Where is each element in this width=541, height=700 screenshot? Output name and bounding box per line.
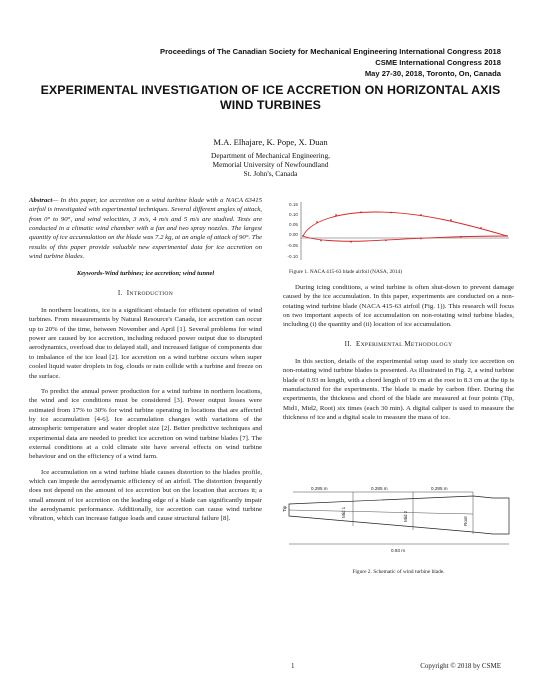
figure-1-caption: Figure 1. NACA 415-63 blade airfoil (NASA, 2014) [289,269,403,275]
affiliation-city: St. John's, Canada [243,169,298,178]
section-2-title-initial-2: M [404,339,411,348]
blade-schematic [283,486,514,554]
root-label: Root [463,516,468,526]
figure-1 [281,198,513,278]
tip-label: Tip [282,505,287,512]
mid2-label: Mid 2 [403,510,408,522]
right-column [283,283,514,428]
blade-outline [289,496,509,534]
intro-paragraph-2: To predict the annual power production for a wind turbine in northern locations, the wind and ice conditions must be considered [3]. Power output losses were estimated from 17% to 30% for wind turbine operating in locations that are affected by ice accumulation [4-6]. Ice accumulation changes with variations of the atmospheric temperature and water droplet size [2]. Better predictive techniques and experimental data are needed to predict ice accretion on wind turbine blades [7]. The external conditions at a cold climate site have several effects on wind turbine behaviour and on the efficiency of a wind farm. [29,387,262,461]
keywords: Keywords-Wind turbines; ice accretion; wind tunnel [76,270,215,278]
section-2-title-initial: E [355,339,361,348]
left-column [29,196,262,530]
congress-name: CSME International Congress 2018 [375,58,501,67]
page-number: 1 [291,662,295,670]
section-2-number: II. [344,339,352,348]
dim-label-3: 0.285 m [431,486,448,491]
abstract-text: — In this paper, ice accretion on a wind turbine blade with a NACA 63415 airfoil is investigated with experimental techniques. Several different angles of attack, from 0° to 90°, and wind velocities, 3 m/s, 4 m/s and 5 m/s are studied. Tests are conducted in a climatic wind chamber with a fan and two spray nozzles. The largest quantity of ice accumulation on the blade was 7.2 kg, at an angle of attack of 90°. The results of this paper provide valuable new experimental data for ice accretion on wind turbine blades. [29,197,262,261]
section-1-title-initial: I [126,288,130,297]
affiliation-university: Memorial University of Newfoundland [212,160,329,169]
dim-label-1: 0.285 m [311,486,328,491]
section-2-heading [283,340,514,350]
intro-paragraph-3: Ice accumulation on a wind turbine blade causes distortion to the blades profile, which can impede the aerodynamic efficiency of an airfoil. The distortion frequently does not depend on the amount of ice accretion but on the location that accrues it; a small amount of ice accretion on the leading edge of a blade can significantly impair the aerodynamic performance. Additionally, ice accretion can cause wind turbine vibration, which can increase fatigue loads and cause structural failure [8]. [29,468,262,523]
y-tick-label: -0.05 [287,243,298,248]
airfoil-lower-surface [303,236,507,241]
airfoil-upper-surface [303,212,507,236]
y-tick-label: -0.10 [287,254,298,259]
mid1-label: Mid 1 [341,506,346,518]
section-2-title-rest-2: ETHODOLOGY [410,341,453,348]
right-paragraph-1: During icing conditions, a wind turbine is often shut-down to prevent damage caused by the ice accumulation. In this paper, experiments are conducted on a non-rotating wind turbine blade (NACA 415-63 airfoil (Fig. 1)). This research will focus on two important aspects of ice accumulation on non-rotating wind turbine blades, including (i) the quantity and (ii) location of ice accumulation. [283,284,514,329]
blade-centerline [289,510,473,514]
abstract-label: Abstract [29,197,53,204]
section-1-title-rest: NTRODUCTION [129,290,174,297]
y-tick-label: 0.05 [289,222,298,227]
methodology-paragraph-1: In this section, details of the experimental setup used to study ice accretion on non-rotating wind turbine blades is presented. As illustrated in Fig. 2, a wind turbine blade of 0.93 m length, with a chord length of 19 cm at the root to 8.3 cm at the tip is manufactured for the experiments. The blade is made by carbon fiber. During the experiments, the thickness and chord of the blade are measured at four points (Tip, Mid1, Mid2, Root) six times (each 30 min). A digital caliper is used to measure the thickness of ice and a digital scale to measure the mass of ice. [283,358,514,422]
affiliation-dept: Department of Mechanical Engineering, [210,151,331,160]
y-tick-label: 0.10 [289,212,298,217]
section-1-heading [29,289,262,299]
authors: M.A. Elhajare, K. Pope, X. Duan [213,137,328,147]
figure-2-caption: Figure 2. Schematic of wind turbine blade. [352,569,445,575]
dim-label-2: 0.285 m [371,486,388,491]
total-length-label: 0.93 m [391,548,406,553]
proceedings-header: Proceedings of The Canadian Society for Mechanical Engineering International Congress 2018 [160,47,501,56]
abstract [29,196,262,261]
congress-dates: May 27-30, 2018, Toronto, On, Canada [364,69,501,78]
intro-paragraph-1: In northern locations, ice is a significant obstacle for efficient operation of wind turbines. From measurements by Natural Resource's Canada, ice accretion can occur up to 20% of the time, between November and April [1]. Several problems for wind power are caused by ice accretion, including reduced power output due to disrupted aerodynamics, overload due to delayed stall, and increased fatigue of components due to imbalance of the ice load [2]. Ice accretion on a wind turbine occurs when super cooled liquid water droplets in fog, clouds or rain collide with a turbine and freeze on the surface. [29,307,262,380]
title-line-1: EXPERIMENTAL INVESTIGATION OF ICE ACCRETION ON HORIZONTAL AXIS [40,83,501,97]
figure-2 [282,486,514,575]
section-1-number: I. [117,288,123,297]
section-2-title-rest: XPERIMENTAL [360,341,405,348]
y-tick-label: 0.00 [289,232,298,237]
paper-title [30,83,511,112]
title-line-2: WIND TURBINES [219,97,322,112]
y-tick-label: 0.15 [289,202,298,207]
copyright: Copyright © 2018 by CSME [420,662,501,670]
airfoil-plot [281,198,513,264]
